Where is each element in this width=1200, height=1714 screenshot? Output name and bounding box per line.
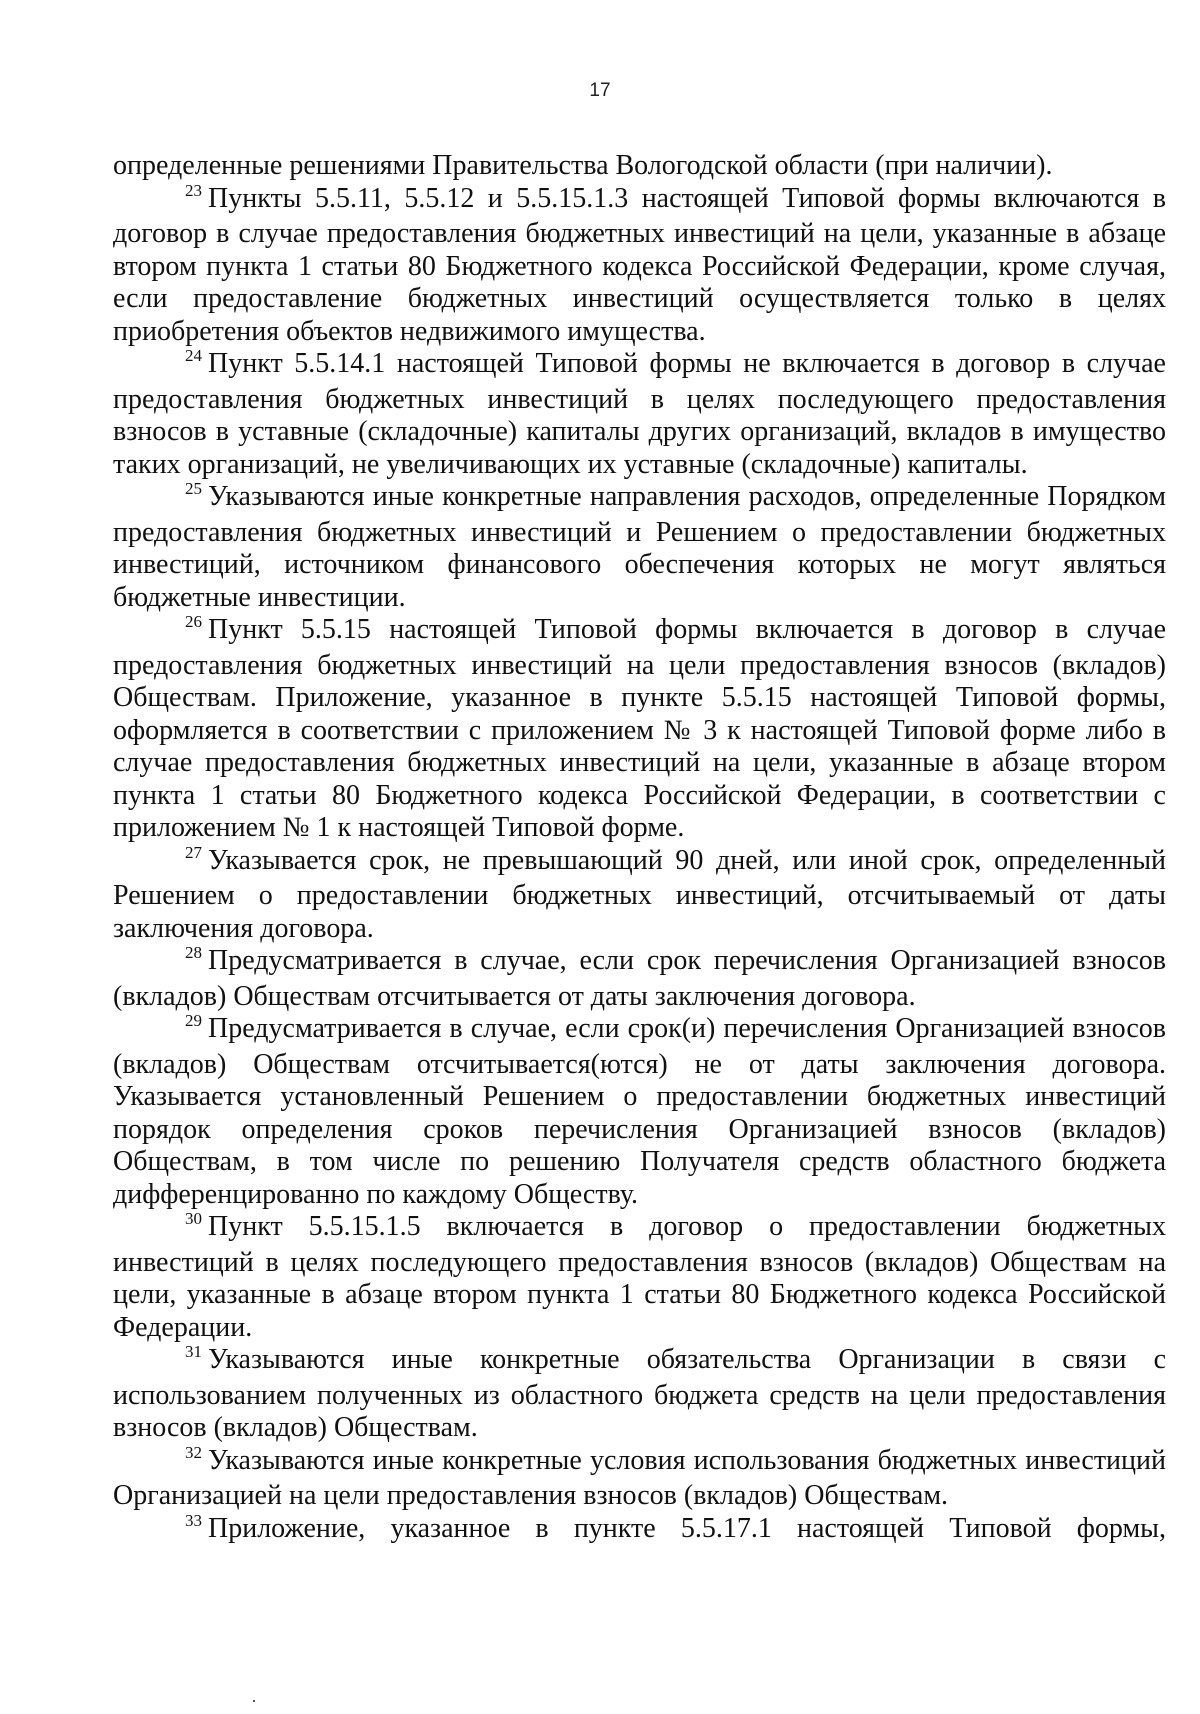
footnote-text: Предусматривается в случае, если срок перечисления Организацией взносов (вкладов) Обществам отсчитывается от даты заключения договора. — [113, 945, 1166, 1012]
footnote-24 — [113, 348, 1166, 481]
footnote-text: Предусматривается в случае, если срок(и) перечисления Организацией взносов (вкладов) Обществам отсчитывается(ются) не от даты заключения договора. Указывается установленный Решением о предоставлении бюджетных инвестиций порядок определения сроков перечисления Организацией взносов (вкладов) Обществам, в том числе по решению Получателя средств областного бюджета дифференцированно по каждому Обществу. — [113, 1013, 1166, 1210]
footnote-text: Пункты 5.5.11, 5.5.12 и 5.5.15.1.3 настоящей Типовой формы включаются в договор в случае предоставления бюджетных инвестиций на цели, указанные в абзаце втором пункта 1 статьи 80 Бюджетного кодекса Российской Федерации, кроме случая, если предоставление бюджетных инвестиций осуществляется только в целях приобретения объектов недвижимого имущества. — [113, 182, 1166, 347]
footnote-text: Пункт 5.5.15.1.5 включается в договор о предоставлении бюджетных инвестиций в целях последующего предоставления взносов (вкладов) Обществам на цели, указанные в абзаце втором пункта 1 статьи 80 Бюджетного кодекса Российской Федерации. — [113, 1211, 1166, 1343]
footnote-number: 30 — [185, 1209, 202, 1228]
scan-speck — [253, 1700, 255, 1702]
footnote-number: 32 — [185, 1442, 202, 1462]
footnote-25 — [113, 481, 1166, 614]
footnote-text: Указывается срок, не превышающий 90 дней, или иной срок, определенный Решением о предоставлении бюджетных инвестиций, отсчитываемый от даты заключения договора. — [113, 844, 1166, 944]
footnote-32 — [113, 1442, 1166, 1513]
footnote-number: 23 — [185, 180, 202, 200]
footnote-27 — [113, 842, 1166, 946]
footnote-number: 24 — [185, 346, 202, 365]
footnote-31 — [113, 1344, 1166, 1445]
footnote-number: 28 — [185, 943, 202, 962]
footnote-29 — [113, 1013, 1166, 1211]
footnote-text: Пункт 5.5.14.1 настоящей Типовой формы не включается в договор в случае предоставления бюджетных инвестиций в целях последующего предоставления взносов в уставные (складочные) капиталы других организаций, вкладов в имущество таких организаций, не увеличивающих их уставные (складочные) капиталы. — [113, 348, 1166, 480]
footnote-number: 26 — [185, 612, 202, 631]
footnote-number: 33 — [185, 1510, 202, 1530]
footnotes-block — [113, 150, 1166, 1548]
footnote-23 — [113, 180, 1166, 349]
footnote-text: Приложение, указанное в пункте 5.5.17.1 настоящей Типовой формы, — [208, 1512, 1166, 1544]
footnote-26 — [113, 614, 1166, 845]
footnote-28 — [113, 945, 1166, 1013]
footnote-number: 27 — [185, 842, 202, 862]
page-number: 17 — [589, 80, 611, 101]
footnote-text: Указываются иные конкретные условия использования бюджетных инвестиций Организацией на цели предоставления взносов (вкладов) Обществам. — [113, 1444, 1166, 1511]
footnote-30 — [113, 1211, 1166, 1344]
footnote-text: Указываются иные конкретные обязательства Организации в связи с использованием полученных из областного бюджета средств на цели предоставления взносов (вкладов) Обществам. — [113, 1344, 1166, 1443]
continuation-paragraph: определенные решениями Правительства Вологодской области (при наличии). — [113, 150, 1053, 181]
footnote-text: Указываются иные конкретные направления расходов, определенные Порядком предоставления бюджетных инвестиций и Решением о предоставлении бюджетных инвестиций, источником финансового обеспечения которых не могут являться бюджетные инвестиции. — [113, 481, 1166, 613]
footnote-number: 29 — [185, 1011, 202, 1030]
footnote-text: Пункт 5.5.15 настоящей Типовой формы включается в договор в случае предоставления бюджетных инвестиций на цели предоставления взносов (вкладов) Обществам. Приложение, указанное в пункте 5.5.15 настоящей Типовой формы, оформляется в соответствии с приложением № 3 к настоящей Типовой форме либо в случае предоставления бюджетных инвестиций на цели, указанные в абзаце втором пункта 1 статьи 80 Бюджетного кодекса Российской Федерации, в соответствии с приложением № 1 к настоящей Типовой форме. — [113, 614, 1166, 843]
footnote-33 — [113, 1510, 1166, 1549]
footnote-number: 31 — [185, 1342, 202, 1361]
footnote-number: 25 — [185, 479, 202, 498]
